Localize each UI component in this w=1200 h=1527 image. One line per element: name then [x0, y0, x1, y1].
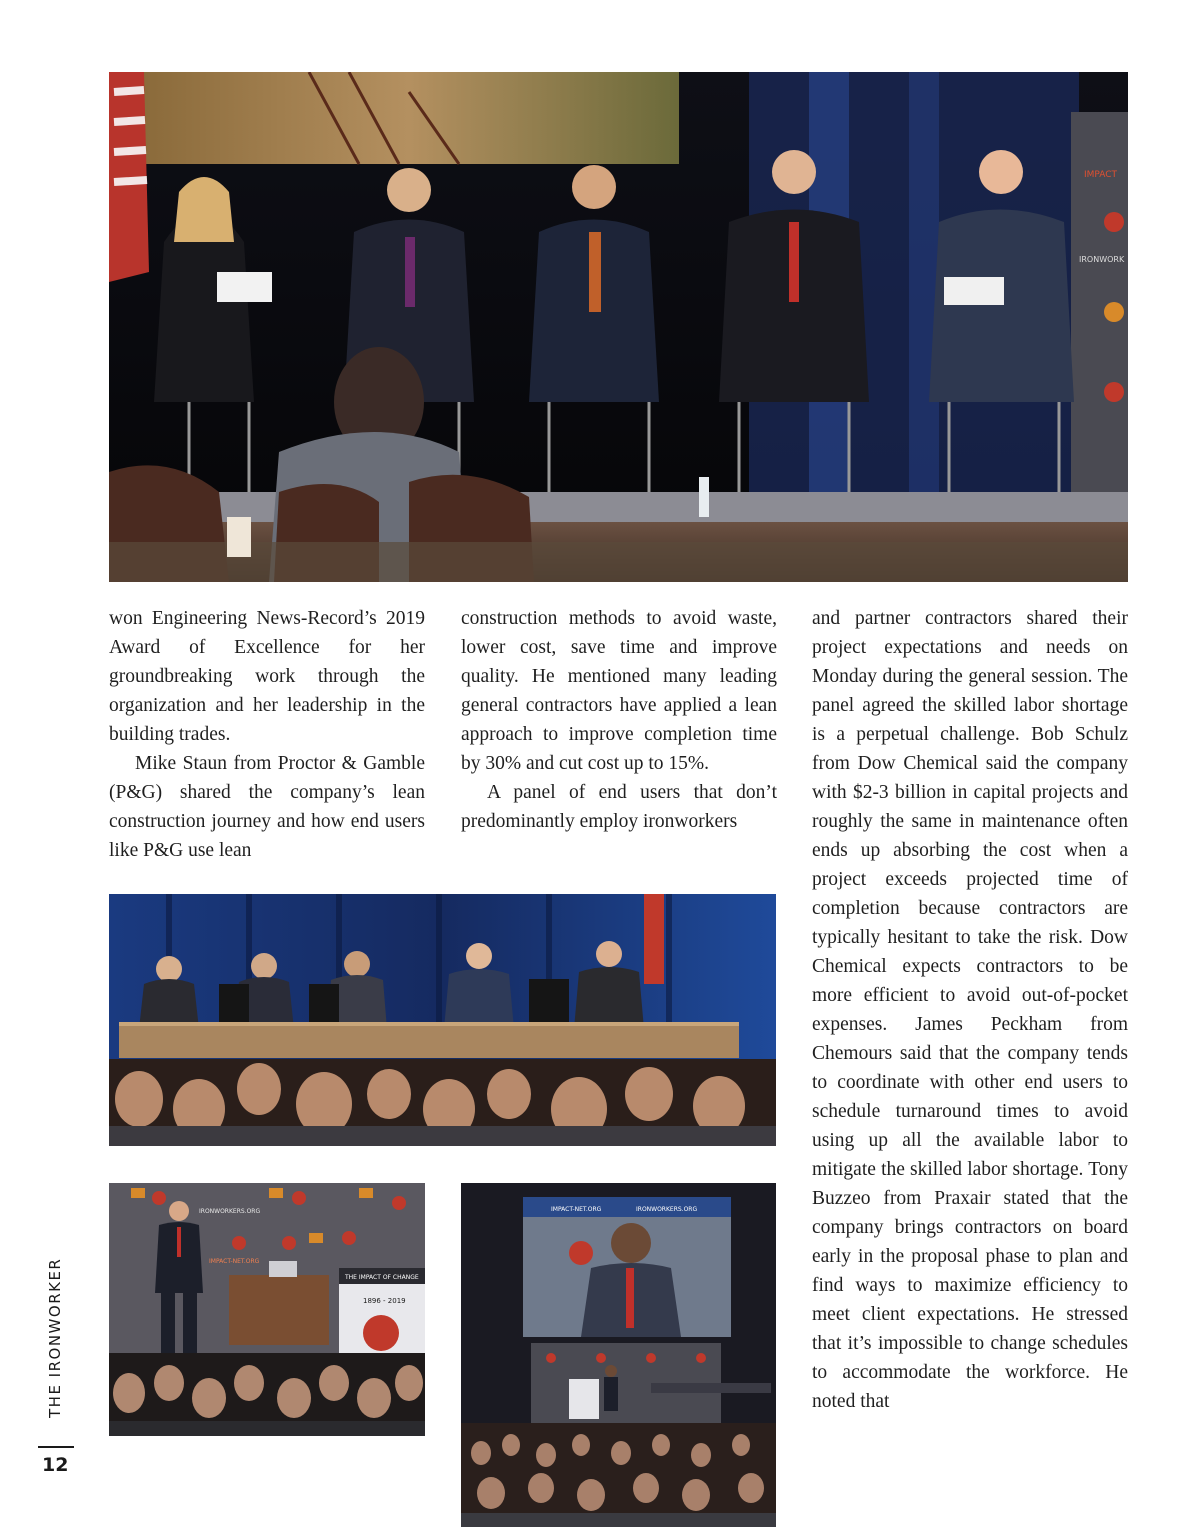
magazine-title: THE IRONWORKER [46, 1257, 64, 1418]
screen-impact-text: IMPACT-NET.ORG [551, 1206, 602, 1213]
photo-panel-at-table [109, 894, 776, 1146]
photo-panel-on-stage [109, 72, 1128, 582]
paragraph: construction methods to avoid waste, lower cost, save time and improve quality. He mentioned many leading general contractors have applied a lean approach to improve completion time by 30% and cut cost up to 15%. [461, 608, 777, 774]
sign-impact-of-change: THE IMPACT OF CHANGE [345, 1274, 419, 1281]
paragraph: and partner contractors shared their project expectations and needs on Monday during the general session. The panel agreed the skilled labor shortage is a perpetual challenge. Bob Schulz from Dow Chemical said the company with $2-3 billion in capital projects and roughly the same in maintenance often ends up absorbing the cost when a project exceeds projected time of completion because contractors are typically hesitant to take the risk. Dow Chemical expects contractors to be more efficient to avoid out-of-pocket expenses. James Peckham from Chemours said that the company tends to coordinate with other end users to schedule turnaround times to avoid using up all the available labor to mitigate the skilled labor shortage. Tony Buzzeo from Praxair stated that the company brings contractors on board early in the proposal phase to plan and find ways to maximize efficiency to meet client expectations. He stressed that it’s impossible to change schedules to accommodate the workforce. He noted that [812, 608, 1128, 1412]
page-number: 12 [42, 1454, 69, 1476]
sign-years: 1896 - 2019 [363, 1297, 406, 1305]
backdrop-ironworkers-text: IRONWORK [1079, 255, 1125, 264]
folio-rule [38, 1446, 74, 1448]
backdrop-ironworkers-text: IRONWORKERS.ORG [199, 1208, 261, 1215]
article-column-1 [109, 604, 425, 865]
photo-speaker-on-screen [461, 1183, 776, 1527]
paragraph: won Engineering News-Record’s 2019 Award of Excellence for her groundbreaking work through the organization and her leadership in the building trades. [109, 608, 425, 745]
paragraph: Mike Staun from Proctor & Gamble (P&G) shared the company’s lean construction journey and how end users like P&G use lean [109, 753, 425, 861]
paragraph: A panel of end users that don’t predominantly employ ironworkers [461, 782, 777, 832]
photo-speaker-at-podium [109, 1183, 425, 1436]
backdrop-impact-net-text: IMPACT-NET.ORG [209, 1258, 260, 1265]
article-column-2 [461, 604, 777, 836]
backdrop-impact-text: IMPACT [1084, 170, 1118, 180]
article-column-3 [812, 604, 1128, 1416]
screen-ironworkers-text: IRONWORKERS.ORG [636, 1206, 698, 1213]
